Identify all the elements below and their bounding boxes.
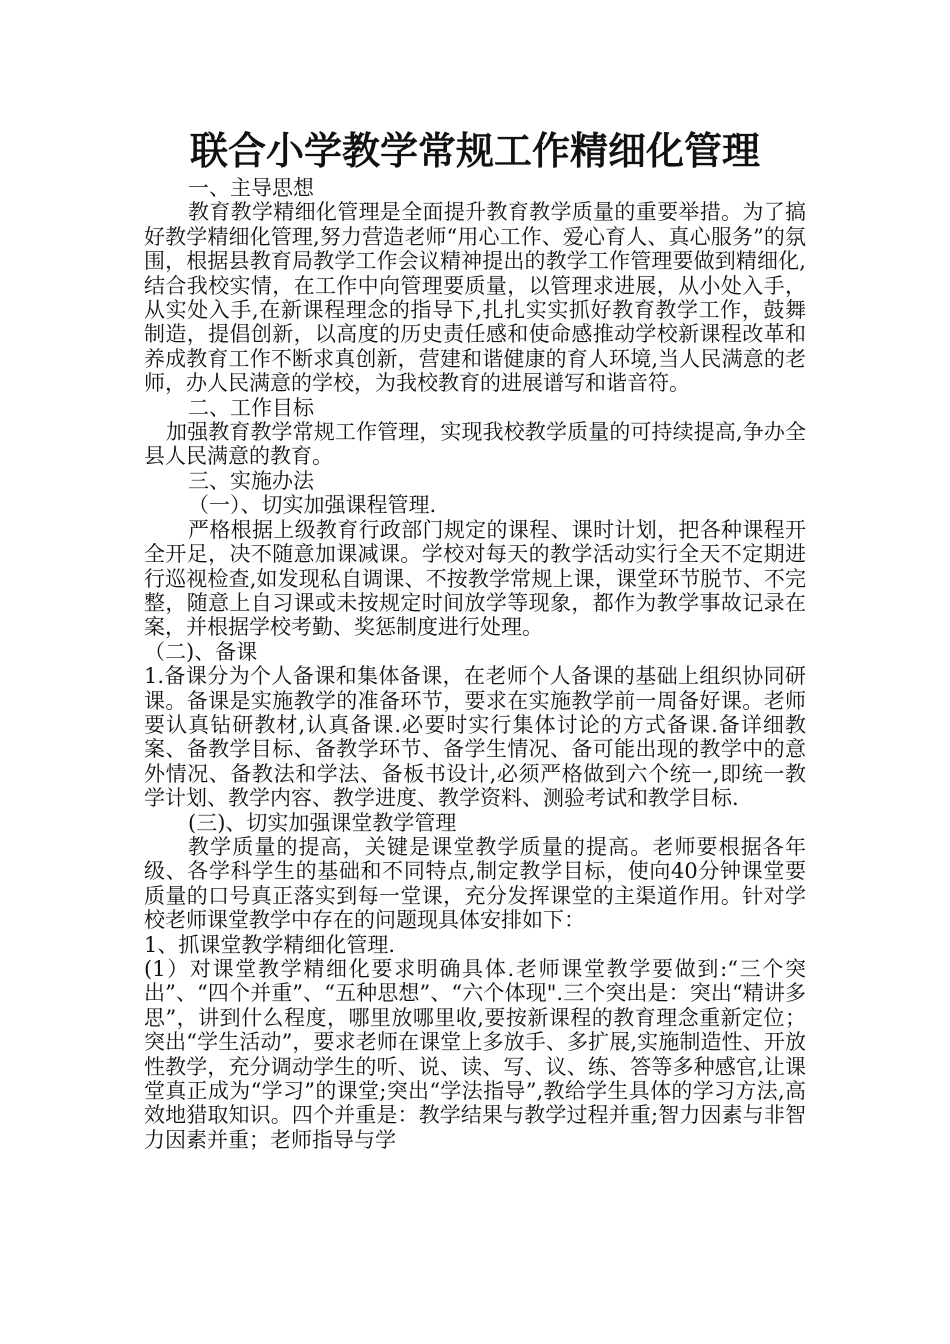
paragraph: (1）对课堂教学精细化要求明确具体.老师课堂教学要做到:“三个突出”、“四个并重”、“五种思想”、“六个体现".三个突出是：突出“精讲多思”，讲到什么程度，哪里放哪里收,要按新课程的教育理念重新定位；突出“学生活动”，要求老师在课堂上多放手、多扩展,实施制造性、开放性教学，充分调动学生的听、说、读、写、议、练、答等多种感官,让课堂真正成为“学习”的课堂;突出“学法指导”,教给学生具体的学习方法,高效地猎取知识。四个并重是：教学结果与教学过程并重;智力因素与非智力因素并重；老师指导与学 bbox=[144, 957, 806, 1152]
document-page bbox=[144, 128, 806, 1152]
paragraph: 1、抓课堂教学精细化管理. bbox=[144, 932, 396, 957]
paragraph: 加强教育教学常规工作管理，实现我校教学质量的可持续提高,争办全县人民满意的教育。 bbox=[144, 420, 806, 469]
paragraph: （二)、备课 bbox=[144, 639, 258, 664]
document-body bbox=[144, 176, 806, 1152]
paragraph: 二、工作目标 bbox=[188, 395, 314, 420]
paragraph: 三、实施办法 bbox=[188, 468, 314, 493]
paragraph: 教育教学精细化管理是全面提升教育教学质量的重要举措。为了搞好教学精细化管理,努力营造老师“用心工作、爱心育人、真心服务”的氛围，根据县教育局教学工作会议精神提出的教学工作管理要做到精细化,结合我校实情，在工作中向管理要质量，以管理求进展，从小处入手，从实处入手,在新课程理念的指导下,扎扎实实抓好教育教学工作，鼓舞制造，提倡创新，以高度的历史责任感和使命感推动学校新课程改革和养成教育工作不断求真创新，营建和谐健康的育人环境,当人民满意的老师，办人民满意的学校，为我校教育的进展谱写和谐音符。 bbox=[144, 200, 806, 396]
paragraph: 1.备课分为个人备课和集体备课，在老师个人备课的基础上组织协同研课。备课是实施教学的准备环节，要求在实施教学前一周备好课。老师要认真钻研教材,认真备课.必要时实行集体讨论的方式备课.备详细教案、备教学目标、备教学环节、备学生情况、备可能出现的教学中的意外情况、备教法和学法、备板书设计,必须严格做到六个统一,即统一教学计划、教学内容、教学进度、教学资料、测验考试和教学目标. bbox=[144, 664, 806, 811]
paragraph: 严格根据上级教育行政部门规定的课程、课时计划，把各种课程开全开足，决不随意加课减课。学校对每天的教学活动实行全天不定期进行巡视检查,如发现私自调课、不按教学常规上课，课堂环节脱节、不完整，随意上自习课或未按规定时间放学等现象，都作为教学事故记录在案，并根据学校考勤、奖惩制度进行处理。 bbox=[144, 517, 806, 640]
paragraph: 一、主导思想 bbox=[188, 176, 314, 200]
paragraph: （一）、切实加强课程管理. bbox=[188, 493, 437, 518]
paragraph: 教学质量的提高，关键是课堂教学质量的提高。老师要根据各年级、各学科学生的基础和不同特点,制定教学目标，使向40分钟课堂要质量的口号真正落实到每一堂课，充分发挥课堂的主渠道作用。针对学校老师课堂教学中存在的问题现具体安排如下： bbox=[144, 834, 806, 933]
paragraph: (三)、切实加强课堂教学管理 bbox=[188, 810, 457, 835]
document-title: 联合小学教学常规工作精细化管理 bbox=[189, 128, 760, 173]
